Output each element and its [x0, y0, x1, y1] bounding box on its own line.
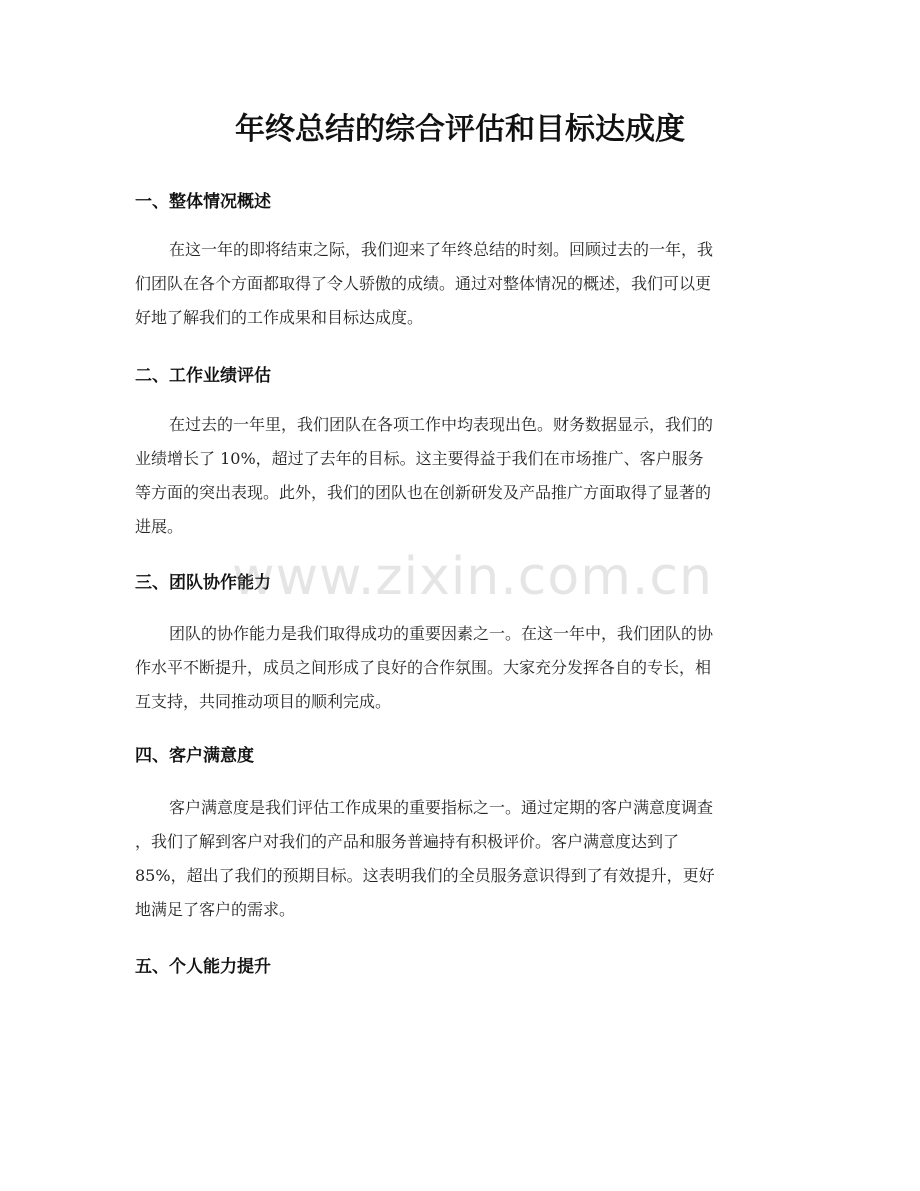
paragraph-line: 们团队在各个方面都取得了令人骄傲的成绩。通过对整体情况的概述，我们可以更 [135, 274, 712, 293]
section-body-overview [135, 233, 787, 335]
document-title: 年终总结的综合评估和目标达成度 [235, 112, 685, 147]
paragraph-line: 业绩增长了 10%，超过了去年的目标。这主要得益于我们在市场推广、客户服务 [135, 449, 704, 468]
paragraph-line: 在过去的一年里，我们团队在各项工作中均表现出色。财务数据显示，我们的 [169, 415, 714, 434]
section-heading-customer-satisfaction: 四、客户满意度 [135, 746, 254, 766]
paragraph-line: 客户满意度是我们评估工作成果的重要指标之一。通过定期的客户满意度调查 [169, 798, 714, 817]
paragraph-line: 进展。 [135, 517, 184, 536]
paragraph-line: 等方面的突出表现。此外，我们的团队也在创新研发及产品推广方面取得了显著的 [135, 483, 712, 502]
paragraph-line: 在这一年的即将结束之际，我们迎来了年终总结的时刻。回顾过去的一年，我 [169, 240, 714, 259]
paragraph-line: 作水平不断提升，成员之间形成了良好的合作氛围。大家充分发挥各自的专长，相 [135, 658, 712, 677]
paragraph-line: 地满足了客户的需求。 [135, 900, 296, 919]
paragraph-line: 85%，超出了我们的预期目标。这表明我们的全员服务意识得到了有效提升，更好 [135, 866, 715, 885]
section-body-performance [135, 408, 787, 544]
paragraph-line: 好地了解我们的工作成果和目标达成度。 [135, 308, 424, 327]
paragraph-line: 团队的协作能力是我们取得成功的重要因素之一。在这一年中，我们团队的协 [169, 624, 714, 643]
paragraph-line: ，我们了解到客户对我们的产品和服务普遍持有积极评价。客户满意度达到了 [135, 832, 680, 851]
section-heading-personal-growth: 五、个人能力提升 [135, 957, 271, 977]
section-heading-overview: 一、整体情况概述 [135, 192, 271, 212]
watermark-text: www.zixin.com.cn [232, 547, 713, 607]
section-body-teamwork [135, 617, 787, 719]
section-heading-teamwork: 三、团队协作能力 [135, 573, 271, 593]
section-heading-performance: 二、工作业绩评估 [135, 366, 271, 386]
paragraph-line: 互支持，共同推动项目的顺利完成。 [135, 692, 392, 711]
section-body-customer-satisfaction [135, 791, 787, 927]
